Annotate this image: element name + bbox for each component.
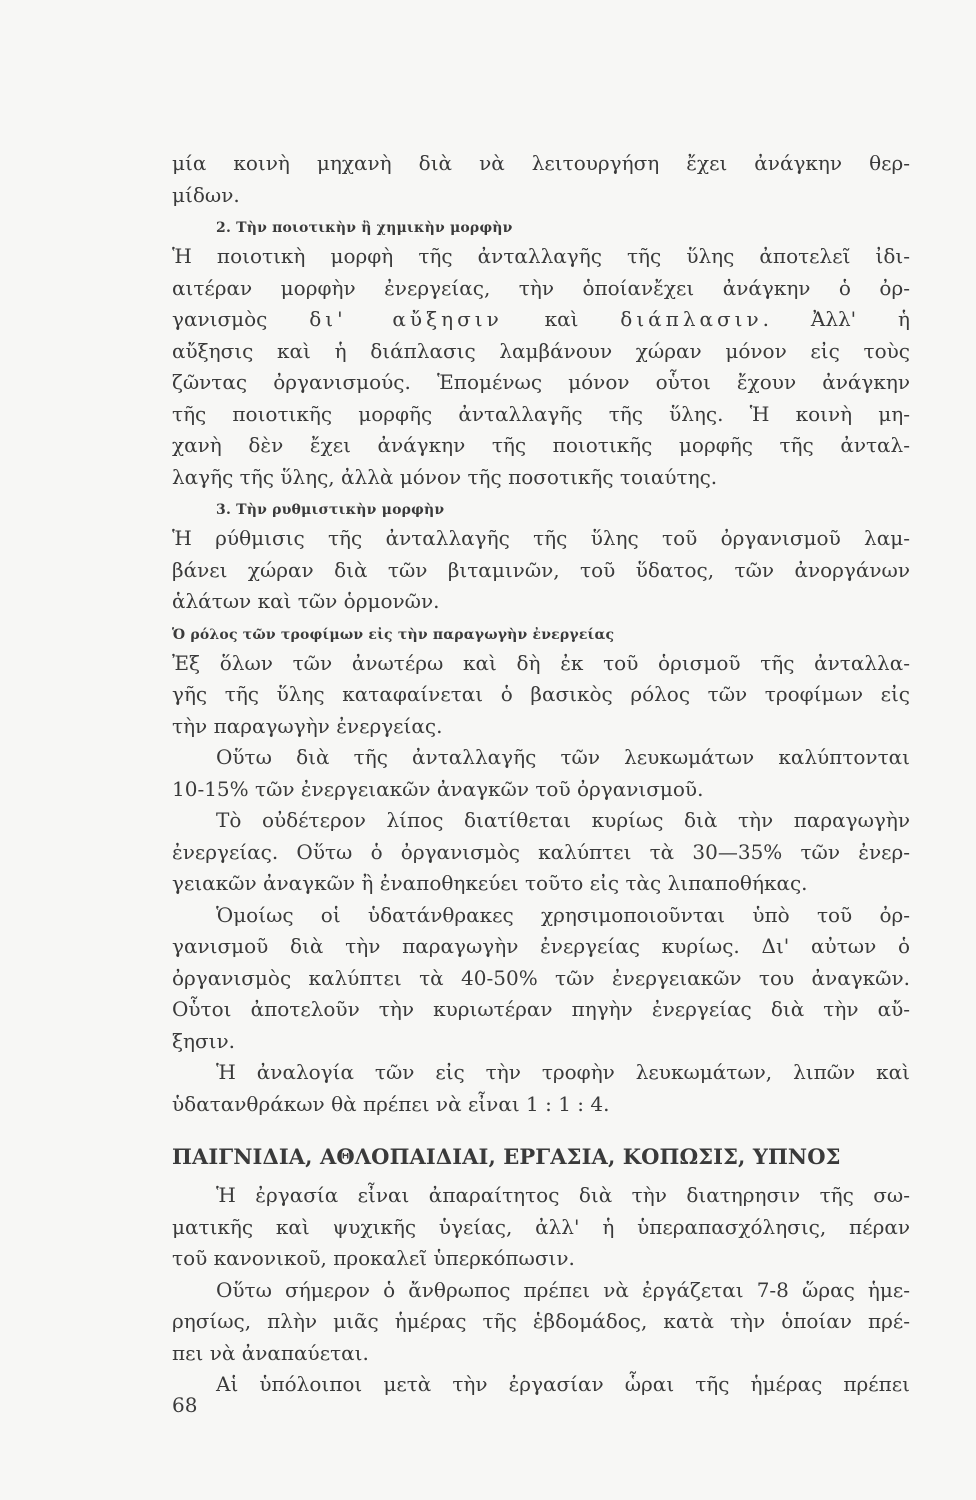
chapter-title: ΠΑΙΓΝΙΔΙΑ, ΑΘΛΟΠΑΙΔΙΑΙ, ΕΡΓΑΣΙΑ, ΚΟΠΩΣΙΣ, ΥΠΝΟΣ [172, 1144, 841, 1169]
paragraph-8 [172, 1057, 910, 1120]
paragraph-1 [172, 148, 910, 211]
subheading-qualitative-form: 2. Τὴν ποιοτικὴν ἢ χημικὴν μορφὴν [216, 220, 513, 236]
subheading-role-of-foods: Ὁ ρόλος τῶν τροφίμων εἰς τὴν παραγωγὴν ἐνεργείας [172, 626, 615, 643]
text-line: γειακῶν ἀναγκῶν ἢ ἐναποθηκεύει τοῦτο εἰς τὰς λιπαποθήκας. [172, 871, 808, 895]
text-line: τὴν παραγωγὴν ἐνεργείας. [172, 713, 443, 738]
text-line: τοῦ κανονικοῦ, προκαλεῖ ὑπερκόπωσιν. [172, 1246, 575, 1270]
text-line: ξησιν. [172, 1028, 236, 1053]
paragraph-6 [172, 805, 910, 900]
text-line: γῆς τῆς ὕλης καταφαίνεται ὁ βασικὸς ρόλος τῶν τροφίμων εἰς [172, 682, 910, 706]
subheading-regulatory-form: 3. Τὴν ρυθμιστικὴν μορφὴν [216, 502, 445, 518]
text-line: λαγῆς τῆς ὕλης, ἀλλὰ μόνον τῆς ποσοτικῆς τοιαύτης. [172, 464, 718, 489]
text-line: Ἡ ρύθμισις τῆς ἀνταλλαγῆς τῆς ὕλης τοῦ ὀργανισμοῦ λαμ- [172, 526, 910, 550]
page-number: 68 [172, 1393, 198, 1417]
text-line: ματικῆς καὶ ψυχικῆς ὑγείας, ἀλλ' ἡ ὑπεραπασχόλησις, πέραν [172, 1214, 910, 1239]
paragraph-9 [172, 1180, 910, 1275]
text-line: αὔξησις καὶ ἡ διάπλασις λαμβάνουν χώραν μόνον εἰς τοὺς [172, 338, 910, 363]
paragraph-3 [172, 523, 910, 618]
text-line: τῆς ποιοτικῆς μορφῆς ἀνταλλαγῆς τῆς ὕλης. Ἡ κοινὴ μη- [172, 401, 910, 426]
text-line: μία κοινὴ μηχανὴ διὰ νὰ λειτουργήση ἔχει ἀνάγκην θερ- [172, 151, 910, 175]
text-line: ρησίως, πλὴν μιᾶς ἡμέρας τῆς ἑβδομάδος, κατὰ τὴν ὁποίαν πρέ- [172, 1309, 910, 1333]
text-line: Οὗτοι ἀποτελοῦν τὴν κυριωτέραν πηγὴν ἐνεργείας διὰ τὴν αὔ- [172, 997, 910, 1021]
emphasized-text: διάπλασιν [620, 307, 763, 331]
text-line: αιτέραν μορφὴν ἐνεργείας, τὴν ὁποίανἔχει ἀνάγκην ὁ ὀρ- [172, 275, 910, 300]
paragraph-10 [172, 1275, 910, 1370]
paragraph-2 [172, 241, 910, 493]
text-line: Τὸ οὐδέτερον λίπος διατίθεται κυρίως διὰ τὴν παραγωγὴν [216, 808, 910, 832]
text-fragment: καὶ [502, 307, 621, 331]
text-fragment: . Ἀλλ' ἡ [762, 307, 910, 331]
text-line: ἁλάτων καὶ τῶν ὁρμονῶν. [172, 589, 440, 613]
text-line: Ἐξ ὅλων τῶν ἀνωτέρω καὶ δὴ ἐκ τοῦ ὁρισμοῦ τῆς ἀνταλλα- [172, 650, 910, 675]
paragraph-7 [172, 900, 910, 1058]
text-line [172, 304, 910, 336]
paragraph-4 [172, 648, 910, 743]
text-line: Ὁμοίως οἱ ὑδατάνθρακες χρησιμοποιοῦνται ὑπὸ τοῦ ὀρ- [216, 902, 910, 927]
text-line: γανισμοῦ διὰ τὴν παραγωγὴν ἐνεργείας κυρίως. Δι' αὐτων ὁ [172, 934, 910, 958]
text-fragment: γανισμὸς [172, 307, 310, 331]
text-line: χανὴ δὲν ἔχει ἀνάγκην τῆς ποιοτικῆς μορφῆς τῆς ἀνταλ- [172, 433, 910, 457]
emphasized-text: δι' αὔξησιν [309, 307, 503, 331]
paragraph-5 [172, 742, 910, 805]
text-line: μίδων. [172, 182, 240, 207]
text-line: Οὕτω διὰ τῆς ἀνταλλαγῆς τῶν λευκωμάτων καλύπτονται [216, 745, 910, 769]
text-line: πει νὰ ἀναπαύεται. [172, 1340, 369, 1365]
text-line: Ἡ ἀναλογία τῶν εἰς τὴν τροφὴν λευκωμάτων, λιπῶν καὶ [216, 1060, 910, 1084]
text-line: 10-15% τῶν ἐνεργειακῶν ἀναγκῶν τοῦ ὀργανισμοῦ. [172, 776, 704, 801]
text-line: Αἱ ὑπόλοιποι μετὰ τὴν ἐργασίαν ὧραι τῆς ἡμέρας πρέπει [216, 1372, 910, 1396]
text-line: ἐνεργείας. Οὕτω ὁ ὀργανισμὸς καλύπτει τὰ 30—35% τῶν ἐνερ- [172, 839, 910, 864]
text-line: ὑδατανθράκων θὰ πρέπει νὰ εἶναι 1 : 1 : 4. [172, 1091, 610, 1116]
text-line: Ἡ ποιοτικὴ μορφὴ τῆς ἀνταλλαγῆς τῆς ὕλης ἀποτελεῖ ἰδι- [172, 244, 910, 268]
page-body [172, 148, 910, 1401]
paragraph-11 [172, 1369, 910, 1401]
text-line: Ἡ ἐργασία εἶναι ἀπαραίτητος διὰ τὴν διατηρησιν τῆς σω- [216, 1183, 910, 1207]
text-line: βάνει χώραν διὰ τῶν βιταμινῶν, τοῦ ὕδατος, τῶν ἀνοργάνων [172, 557, 910, 582]
text-line: ὀργανισμὸς καλύπτει τὰ 40-50% τῶν ἐνεργειακῶν του ἀναγκῶν. [172, 965, 910, 990]
text-line: ζῶντας ὀργανισμούς. Ἑπομένως μόνον οὗτοι ἔχουν ἀνάγκην [172, 370, 910, 394]
text-line: Οὕτω σήμερον ὁ ἄνθρωπος πρέπει νὰ ἐργάζεται 7-8 ὥρας ἡμε- [216, 1277, 910, 1302]
